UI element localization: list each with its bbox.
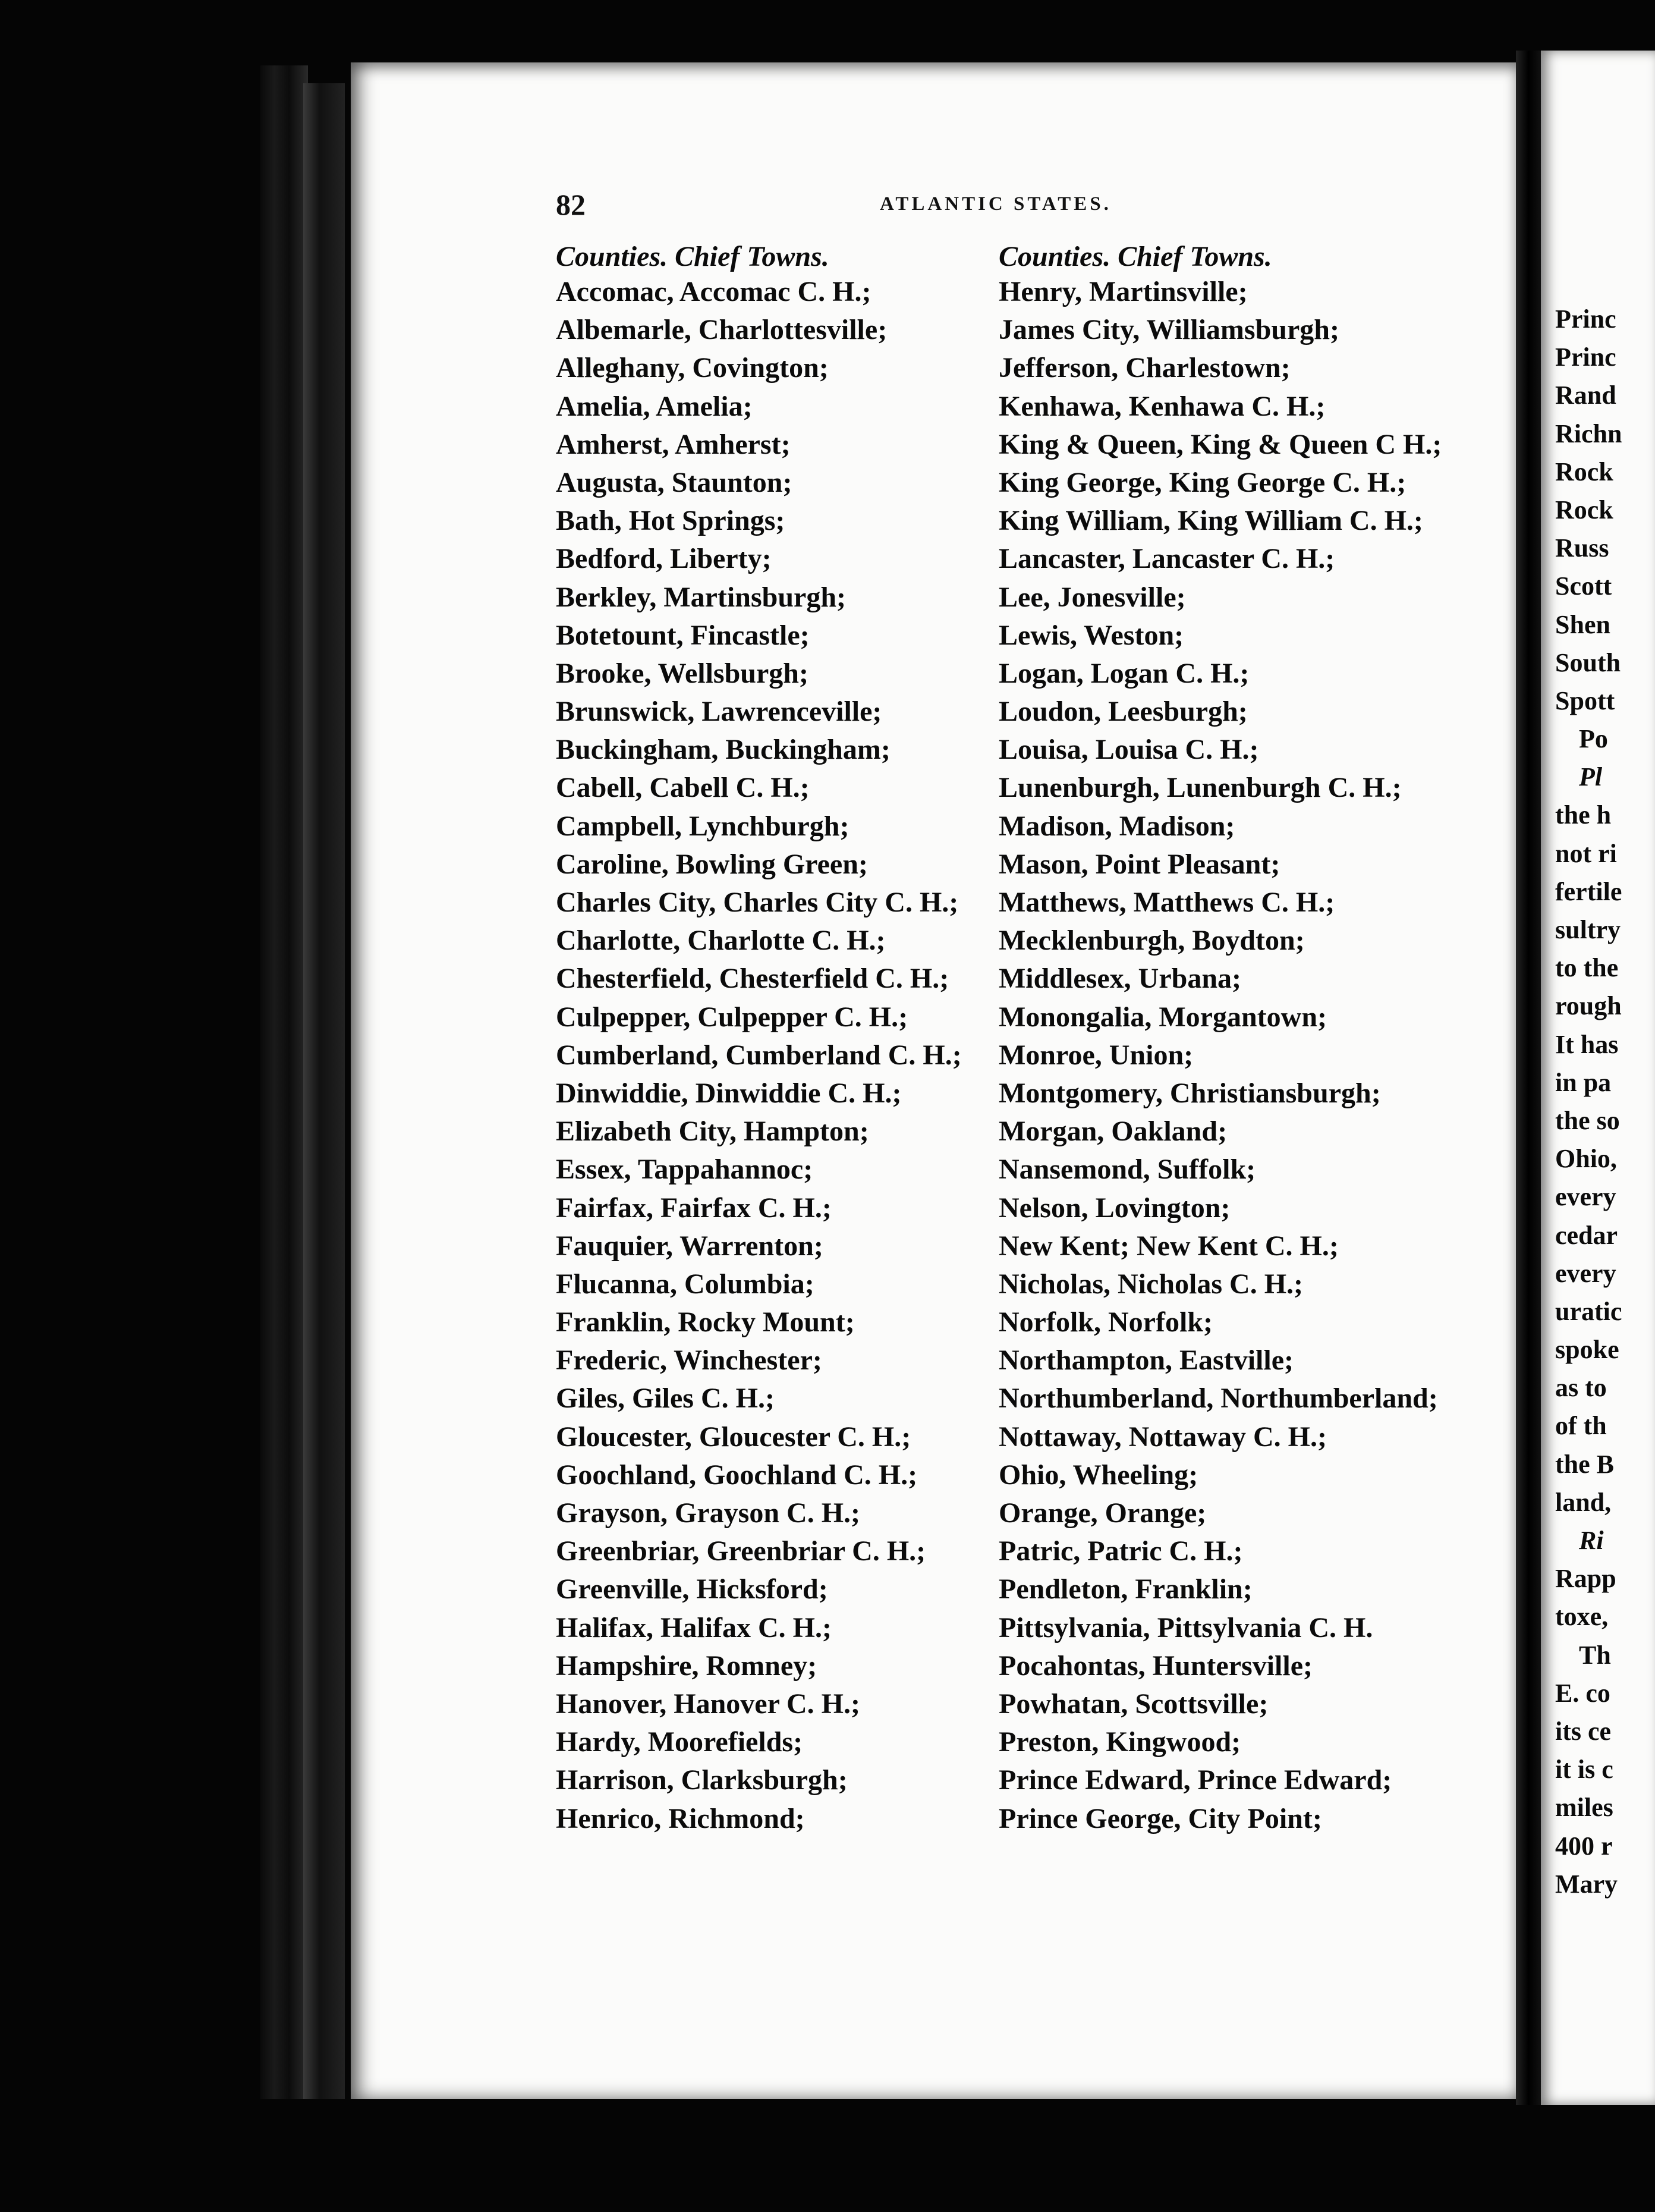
county-entry: Mason, Point Pleasant; (999, 848, 1280, 880)
county-list (556, 273, 1008, 1838)
county-entry: Campbell, Lynchburgh; (556, 810, 849, 842)
county-entry: Powhatan, Scottsville; (999, 1688, 1269, 1720)
facing-page-fragment: Ohio, (1555, 1144, 1617, 1174)
page-header (351, 187, 1516, 223)
facing-page-fragment: Rock (1555, 495, 1613, 524)
county-list (999, 273, 1516, 1838)
county-entry: Cabell, Cabell C. H.; (556, 772, 810, 804)
county-entry: Albemarle, Charlottesville; (556, 314, 888, 346)
county-entry: Cumberland, Cumberland C. H.; (556, 1039, 962, 1071)
county-entry: Prince Edward, Prince Edward; (999, 1764, 1392, 1796)
county-entry: Brooke, Wellsburgh; (556, 657, 808, 689)
county-entry: Greenville, Hicksford; (556, 1573, 828, 1605)
county-entry: Loudon, Leesburgh; (999, 696, 1248, 728)
facing-page-fragment: 400 r (1555, 1831, 1613, 1861)
county-entry: Ohio, Wheeling; (999, 1459, 1198, 1491)
book-page (351, 62, 1516, 2099)
facing-page-fragment: land, (1555, 1487, 1612, 1517)
facing-page-fragment: Princ (1555, 343, 1616, 372)
facing-page-edge (1541, 51, 1655, 2105)
county-entry: Monroe, Union; (999, 1039, 1194, 1071)
right-column (999, 241, 1516, 1838)
facing-page-fragment: the B (1555, 1449, 1614, 1479)
facing-page-fragment: Russ (1555, 533, 1609, 563)
facing-page-fragment: miles (1555, 1793, 1613, 1823)
county-entry: Brunswick, Lawrenceville; (556, 696, 882, 728)
county-entry: King William, King William C. H.; (999, 505, 1423, 537)
county-entry: Dinwiddie, Dinwiddie C. H.; (556, 1077, 902, 1109)
county-entry: Giles, Giles C. H.; (556, 1382, 775, 1415)
county-entry: Greenbriar, Greenbriar C. H.; (556, 1535, 926, 1567)
county-entry: Montgomery, Christiansburgh; (999, 1077, 1381, 1109)
facing-page-fragment: to the (1555, 953, 1619, 983)
facing-page-fragment: it is c (1555, 1755, 1613, 1784)
facing-page-fragment: Scott (1555, 571, 1612, 601)
facing-page-fragment: its ce (1555, 1716, 1612, 1746)
facing-page-fragment: toxe, (1555, 1602, 1609, 1632)
county-entry: Botetount, Fincastle; (556, 619, 810, 651)
page-number: 82 (556, 188, 586, 221)
county-entry: Hanover, Hanover C. H.; (556, 1688, 860, 1720)
facing-page-fragment: E. co (1555, 1678, 1610, 1708)
county-entry: Augusta, Staunton; (556, 466, 792, 498)
facing-page-fragment: Mary (1555, 1869, 1618, 1899)
county-entry: Alleghany, Covington; (556, 352, 829, 384)
facing-page-fragment: Pl (1579, 762, 1603, 792)
county-entry: Gloucester, Gloucester C. H.; (556, 1421, 911, 1453)
facing-page-fragment: sultry (1555, 915, 1621, 944)
county-entry: Charlotte, Charlotte C. H.; (556, 925, 886, 957)
county-entry: Bath, Hot Springs; (556, 505, 785, 537)
facing-page-fragment: fertile (1555, 876, 1622, 906)
facing-page-fragment: rough (1555, 991, 1622, 1021)
county-entry: Preston, Kingwood; (999, 1726, 1241, 1758)
facing-page-fragment: of th (1555, 1411, 1607, 1441)
county-entry: Morgan, Oakland; (999, 1116, 1228, 1148)
county-entry: Essex, Tappahannoc; (556, 1154, 813, 1186)
county-entry: New Kent; New Kent C. H.; (999, 1230, 1339, 1262)
facing-page-fragment: It has (1555, 1029, 1619, 1059)
county-entry: Madison, Madison; (999, 810, 1235, 842)
county-entry: Pittsylvania, Pittsylvania C. H. (999, 1611, 1373, 1644)
county-entry: Goochland, Goochland C. H.; (556, 1459, 918, 1491)
facing-page-fragment: every (1555, 1182, 1616, 1212)
county-entry: King & Queen, King & Queen C H.; (999, 428, 1442, 460)
facing-page-fragment: Ri (1579, 1526, 1604, 1555)
county-entry: Bedford, Liberty; (556, 543, 772, 575)
county-entry: Lee, Jonesville; (999, 581, 1186, 613)
county-entry: Halifax, Halifax C. H.; (556, 1611, 832, 1644)
county-entry: Pocahontas, Huntersville; (999, 1649, 1313, 1682)
county-entry: Louisa, Louisa C. H.; (999, 734, 1259, 766)
county-entry: Berkley, Martinsburgh; (556, 581, 846, 613)
county-entry: Henry, Martinsville; (999, 276, 1248, 307)
county-entry: Lewis, Weston; (999, 619, 1184, 651)
column-heading: Counties. Chief Towns. (556, 241, 829, 272)
facing-page-fragment: the so (1555, 1105, 1620, 1135)
county-entry: Logan, Logan C. H.; (999, 657, 1250, 689)
county-entry: Orange, Orange; (999, 1497, 1207, 1529)
facing-page-fragment: cedar (1555, 1220, 1618, 1250)
county-entry: Jefferson, Charlestown; (999, 352, 1291, 384)
county-entry: Amelia, Amelia; (556, 390, 753, 422)
facing-page-fragment: Richn (1555, 419, 1622, 448)
county-entry: Nottaway, Nottaway C. H.; (999, 1421, 1327, 1453)
county-entry: Monongalia, Morgantown; (999, 1001, 1327, 1033)
facing-page-fragment: the h (1555, 800, 1612, 830)
county-entry: Nelson, Lovington; (999, 1192, 1231, 1224)
left-column (556, 241, 1008, 1838)
facing-page-fragment: uratic (1555, 1296, 1622, 1326)
facing-page-text (1555, 300, 1622, 1903)
county-entry: Fauquier, Warrenton; (556, 1230, 823, 1262)
county-entry: King George, King George C. H.; (999, 466, 1407, 498)
county-entry: Frederic, Winchester; (556, 1344, 822, 1377)
facing-page-fragment: Th (1579, 1640, 1611, 1670)
county-entry: Caroline, Bowling Green; (556, 848, 868, 880)
county-entry: Culpepper, Culpepper C. H.; (556, 1001, 908, 1033)
county-entry: Accomac, Accomac C. H.; (556, 276, 871, 307)
book-binding (260, 65, 308, 2099)
county-entry: James City, Williamsburgh; (999, 314, 1339, 346)
county-entry: Northampton, Eastville; (999, 1344, 1294, 1377)
county-entry: Henrico, Richmond; (556, 1802, 805, 1834)
facing-page-fragment: Rock (1555, 457, 1613, 486)
facing-page-fragment: not ri (1555, 838, 1617, 868)
county-entry: Patric, Patric C. H.; (999, 1535, 1243, 1567)
facing-page-fragment: in pa (1555, 1067, 1612, 1097)
column-heading: Counties. Chief Towns. (999, 241, 1272, 272)
facing-page-fragment: Po (1579, 724, 1608, 754)
facing-page-fragment: Spott (1555, 686, 1615, 715)
county-entry: Nicholas, Nicholas C. H.; (999, 1268, 1304, 1300)
county-entry: Elizabeth City, Hampton; (556, 1116, 869, 1148)
county-entry: Lunenburgh, Lunenburgh C. H.; (999, 772, 1402, 804)
facing-page-fragment: Princ (1555, 304, 1616, 334)
facing-page-fragment: Rapp (1555, 1564, 1616, 1594)
county-entry: Franklin, Rocky Mount; (556, 1306, 855, 1338)
county-entry: Buckingham, Buckingham; (556, 734, 891, 766)
county-entry: Mecklenburgh, Boydton; (999, 925, 1305, 957)
page-gutter (1516, 51, 1541, 2105)
county-entry: Hardy, Moorefields; (556, 1726, 803, 1758)
county-entry: Middlesex, Urbana; (999, 963, 1241, 995)
county-entry: Prince George, City Point; (999, 1802, 1322, 1834)
county-entry: Harrison, Clarksburgh; (556, 1764, 848, 1796)
facing-page-fragment: South (1555, 648, 1621, 677)
county-entry: Norfolk, Norfolk; (999, 1306, 1213, 1338)
county-entry: Charles City, Charles City C. H.; (556, 887, 959, 918)
county-entry: Hampshire, Romney; (556, 1649, 817, 1682)
county-entry: Grayson, Grayson C. H.; (556, 1497, 861, 1529)
county-entry: Chesterfield, Chesterfield C. H.; (556, 963, 949, 995)
county-entry: Nansemond, Suffolk; (999, 1154, 1256, 1186)
county-entry: Amherst, Amherst; (556, 428, 791, 460)
county-entry: Northumberland, Northumberland; (999, 1382, 1438, 1415)
county-entry: Fairfax, Fairfax C. H.; (556, 1192, 832, 1224)
facing-page-fragment: every (1555, 1258, 1616, 1288)
county-entry: Pendleton, Franklin; (999, 1573, 1253, 1605)
facing-page-fragment: spoke (1555, 1335, 1619, 1365)
county-entry: Matthews, Matthews C. H.; (999, 887, 1335, 918)
county-entry: Lancaster, Lancaster C. H.; (999, 543, 1335, 575)
county-entry: Kenhawa, Kenhawa C. H.; (999, 390, 1326, 422)
facing-page-fragment: as to (1555, 1373, 1607, 1403)
binding-edge (303, 83, 345, 2099)
facing-page-fragment: Rand (1555, 381, 1616, 410)
facing-page-fragment: Shen (1555, 609, 1610, 639)
county-entry: Flucanna, Columbia; (556, 1268, 814, 1300)
running-head: ATLANTIC STATES. (880, 193, 1112, 215)
